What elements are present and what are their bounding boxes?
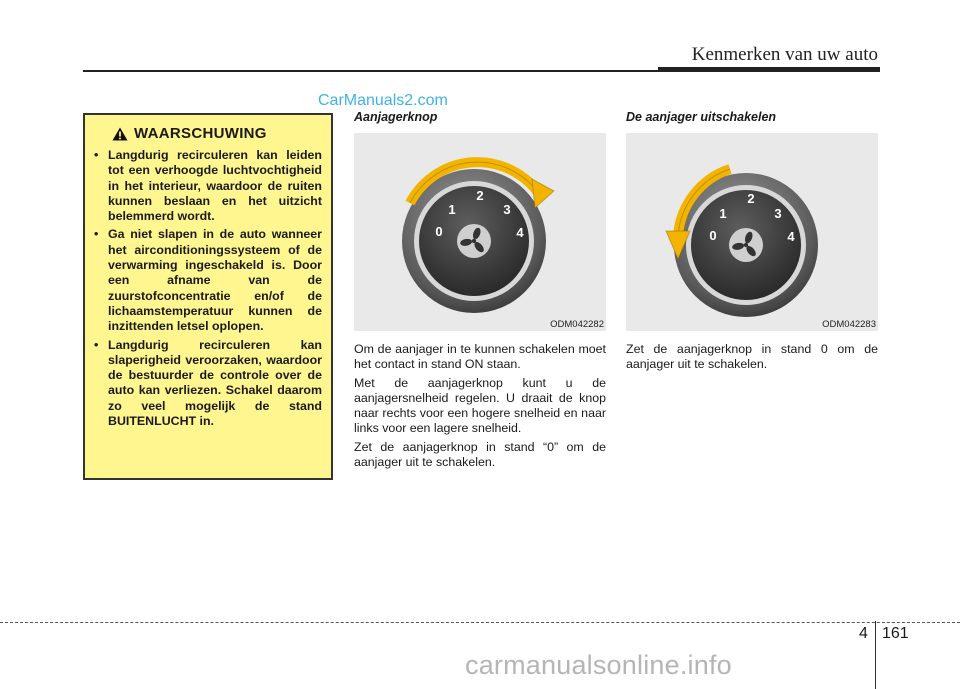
warning-box (83, 113, 333, 480)
knob-label-2: 2 (747, 191, 755, 206)
figure-code: ODM042283 (822, 319, 876, 330)
knob-label-4: 4 (787, 229, 795, 244)
knob-label-2: 2 (476, 188, 484, 203)
knob-label-4: 4 (516, 225, 524, 240)
warning-list (94, 148, 322, 429)
knob-label-1: 1 (719, 206, 727, 221)
warning-title (112, 125, 322, 142)
warning-item: • Langdurig recirculeren kan slaperigheid veroorzaken, waardoor de bestuurder de controle over de auto kan verliezen. Schakel daarom zo veel mogelijk de stand BUITENLUCHT in. (94, 338, 322, 430)
paragraph: Met de aanjagerknop kunt u de aanjagersnelheid regelen. U draait de knop naar rechts voor een hogere snelheid en naar links voor een lagere snelheid. (354, 376, 606, 435)
section-knob-body (354, 342, 606, 470)
page-number: 161 (882, 625, 909, 642)
footer-dashed-rule (0, 622, 960, 623)
paragraph: Om de aanjager in te kunnen schakelen moet het contact in stand ON staan. (354, 342, 606, 371)
watermark-bottom: carmanualsonline.info (465, 650, 732, 680)
warning-item: • Langdurig recirculeren kan leiden tot een verhoogde luchtvochtigheid in het interieur, waardoor de ruiten kunnen beslaan en het uitzicht belemmerd wordt. (94, 148, 322, 224)
fan-knob-illustration-left (626, 133, 878, 331)
figure-knob-right (354, 133, 606, 331)
knob-label-1: 1 (448, 202, 456, 217)
knob-label-0: 0 (709, 228, 717, 243)
chapter-number: 4 (859, 625, 868, 642)
section-knob-title: Aanjagerknop (354, 110, 438, 124)
fan-knob-illustration-right (354, 133, 606, 331)
section-off-title: De aanjager uitschakelen (626, 110, 777, 124)
section-off-body (626, 342, 878, 372)
header-title: Kenmerken van uw auto (691, 44, 878, 65)
warning-item: • Ga niet slapen in de auto wanneer het airconditioningssysteem of de verwarming ingeschakeld is. Door een afname van de zuurstofconcentratie en/of de lichaamstemperatuur kunnen de inzittenden letsel oplopen. (94, 227, 322, 334)
paragraph: Zet de aanjagerknop in stand “0” om de aanjager uit te schakelen. (354, 440, 606, 469)
watermark-top: CarManuals2.com (318, 92, 448, 109)
page-number-divider (875, 621, 876, 689)
section-knob (354, 110, 606, 474)
figure-knob-left (626, 133, 878, 331)
header-rule (83, 70, 880, 72)
knob-label-3: 3 (503, 202, 511, 217)
section-off (626, 110, 878, 376)
warning-triangle-icon (112, 127, 128, 141)
knob-label-3: 3 (774, 206, 782, 221)
warning-title-text: WAARSCHUWING (134, 125, 267, 142)
knob-label-0: 0 (435, 224, 443, 239)
paragraph: Zet de aanjagerknop in stand 0 om de aanjager uit te schakelen. (626, 342, 878, 371)
figure-code: ODM042282 (550, 319, 604, 330)
